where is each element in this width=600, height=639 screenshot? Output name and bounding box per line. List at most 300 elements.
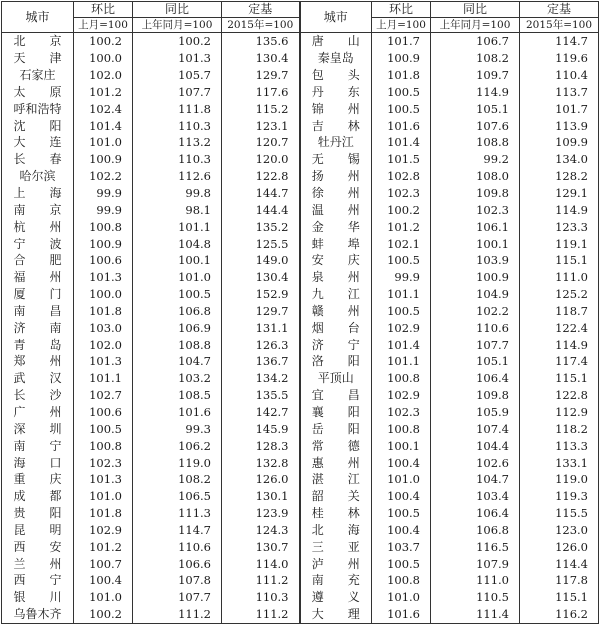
- right-mom-cell: 101.1: [372, 353, 431, 370]
- right-city-cell: 济 宁: [300, 336, 372, 353]
- right-base-cell: 117.4: [520, 353, 599, 370]
- right-base-cell: 109.9: [520, 134, 599, 151]
- left-mom-cell: 100.0: [74, 286, 133, 303]
- left-yoy-cell: 111.3: [133, 505, 222, 522]
- right-mom-cell: 101.6: [372, 606, 431, 623]
- right-city-cell: 吉 林: [300, 117, 372, 134]
- table-row: [2, 370, 599, 387]
- table-row: [2, 134, 599, 151]
- right-base-cell: 125.2: [520, 286, 599, 303]
- right-base-cell: 116.2: [520, 606, 599, 623]
- price-index-table-container: [1, 1, 598, 624]
- right-yoy-cell: 104.9: [431, 286, 520, 303]
- right-yoy-cell: 108.8: [431, 134, 520, 151]
- left-mom-cell: 100.9: [74, 151, 133, 168]
- left-base-cell: 131.1: [222, 319, 300, 336]
- right-mom-cell: 100.8: [372, 572, 431, 589]
- table-row: [2, 185, 599, 202]
- left-city-cell: 宁 波: [2, 235, 74, 252]
- table-row: [2, 100, 599, 117]
- table-row: [2, 151, 599, 168]
- right-yoy-cell: 100.1: [431, 235, 520, 252]
- left-yoy-cell: 99.3: [133, 420, 222, 437]
- right-yoy-cell: 106.4: [431, 505, 520, 522]
- table-row: [2, 454, 599, 471]
- left-mom-cell: 103.0: [74, 319, 133, 336]
- right-mom-cell: 102.9: [372, 319, 431, 336]
- left-base-cell: 128.3: [222, 437, 300, 454]
- right-mom-cell: 101.1: [372, 286, 431, 303]
- right-yoy-cell: 111.0: [431, 572, 520, 589]
- right-yoy-cell: 108.0: [431, 168, 520, 185]
- right-yoy-cell: 105.1: [431, 353, 520, 370]
- left-city-cell: 郑 州: [2, 353, 74, 370]
- left-mom-cell: 100.8: [74, 437, 133, 454]
- right-mom-cell: 102.9: [372, 387, 431, 404]
- left-base-cell: 129.7: [222, 303, 300, 320]
- table-row: [2, 67, 599, 84]
- left-base-cell: 135.5: [222, 387, 300, 404]
- right-mom-cell: 102.1: [372, 235, 431, 252]
- left-city-cell: 广 州: [2, 404, 74, 421]
- left-base-cell: 123.1: [222, 117, 300, 134]
- right-city-cell: 赣 州: [300, 303, 372, 320]
- right-base-cell: 126.0: [520, 538, 599, 555]
- right-yoy-cell: 105.1: [431, 100, 520, 117]
- table-row: [2, 538, 599, 555]
- left-base-cell: 120.7: [222, 134, 300, 151]
- right-yoy-cell: 100.9: [431, 269, 520, 286]
- base-subheader-right: 2015年=100: [520, 18, 599, 33]
- left-yoy-cell: 119.0: [133, 454, 222, 471]
- table-row: [2, 117, 599, 134]
- right-mom-cell: 99.9: [372, 269, 431, 286]
- right-yoy-cell: 111.4: [431, 606, 520, 623]
- right-yoy-cell: 114.9: [431, 84, 520, 101]
- table-row: [2, 589, 599, 606]
- left-city-cell: 青 岛: [2, 336, 74, 353]
- right-base-cell: 128.2: [520, 168, 599, 185]
- right-base-cell: 117.8: [520, 572, 599, 589]
- table-row: [2, 437, 599, 454]
- left-yoy-cell: 108.2: [133, 471, 222, 488]
- right-yoy-cell: 102.6: [431, 454, 520, 471]
- left-city-cell: 呼和浩特: [2, 100, 74, 117]
- mom-subheader-right: 上月=100: [372, 18, 431, 33]
- left-yoy-cell: 106.6: [133, 555, 222, 572]
- left-base-cell: 129.7: [222, 67, 300, 84]
- mom-subheader-left: 上月=100: [74, 18, 133, 33]
- right-base-cell: 133.1: [520, 454, 599, 471]
- right-base-cell: 122.8: [520, 387, 599, 404]
- left-base-cell: 126.0: [222, 471, 300, 488]
- right-base-cell: 122.4: [520, 319, 599, 336]
- right-mom-cell: 100.8: [372, 420, 431, 437]
- left-yoy-cell: 111.2: [133, 606, 222, 623]
- right-base-cell: 112.9: [520, 404, 599, 421]
- right-base-cell: 115.1: [520, 252, 599, 269]
- right-yoy-cell: 106.1: [431, 218, 520, 235]
- left-mom-cell: 102.0: [74, 336, 133, 353]
- left-yoy-cell: 111.8: [133, 100, 222, 117]
- left-city-cell: 昆 明: [2, 521, 74, 538]
- left-base-cell: 144.4: [222, 201, 300, 218]
- left-yoy-cell: 107.7: [133, 589, 222, 606]
- right-mom-cell: 102.3: [372, 404, 431, 421]
- right-city-cell: 锦 州: [300, 100, 372, 117]
- right-yoy-cell: 108.2: [431, 50, 520, 67]
- base-header-left: 定基: [222, 2, 300, 18]
- right-mom-cell: 100.5: [372, 252, 431, 269]
- left-base-cell: 144.7: [222, 185, 300, 202]
- left-city-cell: 西 安: [2, 538, 74, 555]
- right-base-cell: 129.1: [520, 185, 599, 202]
- left-yoy-cell: 106.2: [133, 437, 222, 454]
- left-mom-cell: 101.8: [74, 505, 133, 522]
- left-city-cell: 北 京: [2, 33, 74, 50]
- table-body: [2, 33, 599, 624]
- right-yoy-cell: 106.8: [431, 521, 520, 538]
- right-base-cell: 115.1: [520, 370, 599, 387]
- right-mom-cell: 100.8: [372, 370, 431, 387]
- left-yoy-cell: 107.8: [133, 572, 222, 589]
- left-mom-cell: 101.1: [74, 370, 133, 387]
- right-base-cell: 119.6: [520, 50, 599, 67]
- left-base-cell: 114.0: [222, 555, 300, 572]
- left-yoy-cell: 103.2: [133, 370, 222, 387]
- left-base-cell: 132.8: [222, 454, 300, 471]
- right-city-cell: 包 头: [300, 67, 372, 84]
- left-base-cell: 134.2: [222, 370, 300, 387]
- right-yoy-cell: 106.4: [431, 370, 520, 387]
- right-yoy-cell: 109.8: [431, 185, 520, 202]
- left-city-cell: 哈尔滨: [2, 168, 74, 185]
- left-base-cell: 135.2: [222, 218, 300, 235]
- left-mom-cell: 101.3: [74, 471, 133, 488]
- right-base-cell: 119.1: [520, 235, 599, 252]
- left-yoy-cell: 101.0: [133, 269, 222, 286]
- right-base-cell: 118.2: [520, 420, 599, 437]
- left-mom-cell: 102.3: [74, 454, 133, 471]
- left-base-cell: 130.1: [222, 488, 300, 505]
- right-base-cell: 114.9: [520, 201, 599, 218]
- table-row: [2, 420, 599, 437]
- table-row: [2, 50, 599, 67]
- right-mom-cell: 101.6: [372, 117, 431, 134]
- left-base-cell: 149.0: [222, 252, 300, 269]
- left-mom-cell: 102.4: [74, 100, 133, 117]
- table-row: [2, 471, 599, 488]
- left-mom-cell: 100.2: [74, 33, 133, 50]
- right-city-cell: 金 华: [300, 218, 372, 235]
- left-base-cell: 120.0: [222, 151, 300, 168]
- table-row: [2, 353, 599, 370]
- right-mom-cell: 100.5: [372, 303, 431, 320]
- right-city-cell: 襄 阳: [300, 404, 372, 421]
- right-base-cell: 119.3: [520, 488, 599, 505]
- left-mom-cell: 99.9: [74, 185, 133, 202]
- left-mom-cell: 100.6: [74, 252, 133, 269]
- left-mom-cell: 101.4: [74, 117, 133, 134]
- right-city-cell: 徐 州: [300, 185, 372, 202]
- table-row: [2, 286, 599, 303]
- right-mom-cell: 101.0: [372, 589, 431, 606]
- left-yoy-cell: 110.3: [133, 151, 222, 168]
- right-yoy-cell: 107.4: [431, 420, 520, 437]
- right-city-cell: 九 江: [300, 286, 372, 303]
- left-yoy-cell: 112.6: [133, 168, 222, 185]
- table-row: [2, 606, 599, 623]
- left-yoy-cell: 101.1: [133, 218, 222, 235]
- left-base-cell: 142.7: [222, 404, 300, 421]
- left-base-cell: 110.3: [222, 589, 300, 606]
- left-yoy-cell: 108.8: [133, 336, 222, 353]
- left-yoy-cell: 99.8: [133, 185, 222, 202]
- right-city-cell: 湛 江: [300, 471, 372, 488]
- right-mom-cell: 100.5: [372, 505, 431, 522]
- right-base-cell: 118.7: [520, 303, 599, 320]
- left-yoy-cell: 100.1: [133, 252, 222, 269]
- left-mom-cell: 101.2: [74, 538, 133, 555]
- left-yoy-cell: 107.7: [133, 84, 222, 101]
- left-base-cell: 111.2: [222, 606, 300, 623]
- right-city-cell: 大 理: [300, 606, 372, 623]
- left-base-cell: 123.9: [222, 505, 300, 522]
- right-yoy-cell: 107.6: [431, 117, 520, 134]
- table-row: [2, 555, 599, 572]
- left-city-cell: 福 州: [2, 269, 74, 286]
- right-base-cell: 119.0: [520, 471, 599, 488]
- right-yoy-cell: 104.7: [431, 471, 520, 488]
- right-city-cell: 常 德: [300, 437, 372, 454]
- left-mom-cell: 101.0: [74, 589, 133, 606]
- right-city-cell: 韶 关: [300, 488, 372, 505]
- left-city-cell: 太 原: [2, 84, 74, 101]
- yoy-header-right: 同比: [431, 2, 520, 18]
- left-base-cell: 125.5: [222, 235, 300, 252]
- left-yoy-cell: 104.7: [133, 353, 222, 370]
- right-mom-cell: 100.5: [372, 100, 431, 117]
- left-base-cell: 135.6: [222, 33, 300, 50]
- right-city-cell: 蚌 埠: [300, 235, 372, 252]
- right-yoy-cell: 99.2: [431, 151, 520, 168]
- left-mom-cell: 101.0: [74, 488, 133, 505]
- left-mom-cell: 102.7: [74, 387, 133, 404]
- right-mom-cell: 102.8: [372, 168, 431, 185]
- yoy-header-left: 同比: [133, 2, 222, 18]
- right-mom-cell: 100.5: [372, 555, 431, 572]
- left-city-cell: 济 南: [2, 319, 74, 336]
- table-row: [2, 404, 599, 421]
- left-city-cell: 长 沙: [2, 387, 74, 404]
- left-yoy-cell: 106.5: [133, 488, 222, 505]
- right-yoy-cell: 110.5: [431, 589, 520, 606]
- left-city-cell: 南 宁: [2, 437, 74, 454]
- left-mom-cell: 99.9: [74, 201, 133, 218]
- left-yoy-cell: 110.6: [133, 538, 222, 555]
- right-city-cell: 无 锡: [300, 151, 372, 168]
- right-base-cell: 111.0: [520, 269, 599, 286]
- right-yoy-cell: 102.2: [431, 303, 520, 320]
- table-row: [2, 84, 599, 101]
- right-yoy-cell: 107.9: [431, 555, 520, 572]
- left-city-cell: 厦 门: [2, 286, 74, 303]
- right-mom-cell: 100.4: [372, 488, 431, 505]
- right-base-cell: 115.5: [520, 505, 599, 522]
- right-yoy-cell: 103.4: [431, 488, 520, 505]
- table-row: [2, 201, 599, 218]
- right-mom-cell: 101.8: [372, 67, 431, 84]
- yoy-subheader-right: 上年同月=100: [431, 18, 520, 33]
- table-row: [2, 488, 599, 505]
- right-base-cell: 123.0: [520, 521, 599, 538]
- left-mom-cell: 102.9: [74, 521, 133, 538]
- right-mom-cell: 101.0: [372, 471, 431, 488]
- left-base-cell: 130.7: [222, 538, 300, 555]
- left-mom-cell: 100.6: [74, 404, 133, 421]
- left-base-cell: 126.3: [222, 336, 300, 353]
- left-mom-cell: 100.5: [74, 420, 133, 437]
- right-city-cell: 宜 昌: [300, 387, 372, 404]
- left-city-cell: 武 汉: [2, 370, 74, 387]
- right-city-cell: 遵 义: [300, 589, 372, 606]
- left-base-cell: 111.2: [222, 572, 300, 589]
- right-city-cell: 丹 东: [300, 84, 372, 101]
- right-base-cell: 101.7: [520, 100, 599, 117]
- right-city-cell: 安 庆: [300, 252, 372, 269]
- right-base-cell: 114.9: [520, 336, 599, 353]
- right-base-cell: 114.4: [520, 555, 599, 572]
- left-city-cell: 杭 州: [2, 218, 74, 235]
- right-city-cell: 泉 州: [300, 269, 372, 286]
- right-yoy-cell: 103.9: [431, 252, 520, 269]
- left-base-cell: 124.3: [222, 521, 300, 538]
- right-yoy-cell: 109.7: [431, 67, 520, 84]
- right-city-cell: 唐 山: [300, 33, 372, 50]
- left-city-cell: 大 连: [2, 134, 74, 151]
- right-mom-cell: 101.4: [372, 336, 431, 353]
- right-base-cell: 114.7: [520, 33, 599, 50]
- right-base-cell: 110.4: [520, 67, 599, 84]
- left-mom-cell: 100.4: [74, 572, 133, 589]
- right-city-cell: 桂 林: [300, 505, 372, 522]
- price-index-table: [1, 1, 599, 624]
- left-mom-cell: 101.3: [74, 353, 133, 370]
- left-city-cell: 上 海: [2, 185, 74, 202]
- left-city-cell: 天 津: [2, 50, 74, 67]
- table-row: [2, 505, 599, 522]
- left-yoy-cell: 101.3: [133, 50, 222, 67]
- right-yoy-cell: 104.4: [431, 437, 520, 454]
- left-mom-cell: 101.0: [74, 134, 133, 151]
- table-row: [2, 521, 599, 538]
- right-city-cell: 牡丹江: [300, 134, 372, 151]
- left-yoy-cell: 105.7: [133, 67, 222, 84]
- right-yoy-cell: 107.7: [431, 336, 520, 353]
- left-base-cell: 130.4: [222, 269, 300, 286]
- left-mom-cell: 100.9: [74, 235, 133, 252]
- left-city-cell: 合 肥: [2, 252, 74, 269]
- right-mom-cell: 100.2: [372, 201, 431, 218]
- left-mom-cell: 101.2: [74, 84, 133, 101]
- left-mom-cell: 100.7: [74, 555, 133, 572]
- right-city-cell: 岳 阳: [300, 420, 372, 437]
- left-base-cell: 117.6: [222, 84, 300, 101]
- left-city-cell: 重 庆: [2, 471, 74, 488]
- left-mom-cell: 100.0: [74, 50, 133, 67]
- table-row: [2, 303, 599, 320]
- left-yoy-cell: 101.6: [133, 404, 222, 421]
- right-mom-cell: 100.4: [372, 521, 431, 538]
- left-mom-cell: 101.8: [74, 303, 133, 320]
- left-yoy-cell: 114.7: [133, 521, 222, 538]
- left-city-cell: 乌鲁木齐: [2, 606, 74, 623]
- right-mom-cell: 100.9: [372, 50, 431, 67]
- left-mom-cell: 100.2: [74, 606, 133, 623]
- right-city-cell: 惠 州: [300, 454, 372, 471]
- left-yoy-cell: 100.5: [133, 286, 222, 303]
- left-city-cell: 贵 阳: [2, 505, 74, 522]
- header-row-1: [2, 2, 599, 18]
- left-mom-cell: 101.3: [74, 269, 133, 286]
- left-city-cell: 兰 州: [2, 555, 74, 572]
- left-city-cell: 石家庄: [2, 67, 74, 84]
- left-base-cell: 130.4: [222, 50, 300, 67]
- right-mom-cell: 100.1: [372, 437, 431, 454]
- right-base-cell: 113.9: [520, 117, 599, 134]
- table-row: [2, 235, 599, 252]
- city-header-right: 城市: [300, 2, 372, 33]
- right-city-cell: 洛 阳: [300, 353, 372, 370]
- left-yoy-cell: 100.2: [133, 33, 222, 50]
- right-city-cell: 温 州: [300, 201, 372, 218]
- table-row: [2, 336, 599, 353]
- table-row: [2, 33, 599, 50]
- left-base-cell: 115.2: [222, 100, 300, 117]
- right-mom-cell: 101.5: [372, 151, 431, 168]
- left-base-cell: 145.9: [222, 420, 300, 437]
- right-mom-cell: 101.7: [372, 33, 431, 50]
- table-row: [2, 319, 599, 336]
- table-row: [2, 252, 599, 269]
- right-city-cell: 扬 州: [300, 168, 372, 185]
- left-base-cell: 152.9: [222, 286, 300, 303]
- right-city-cell: 平顶山: [300, 370, 372, 387]
- right-mom-cell: 101.4: [372, 134, 431, 151]
- right-yoy-cell: 109.8: [431, 387, 520, 404]
- left-city-cell: 银 川: [2, 589, 74, 606]
- right-base-cell: 123.3: [520, 218, 599, 235]
- left-city-cell: 西 宁: [2, 572, 74, 589]
- left-city-cell: 深 圳: [2, 420, 74, 437]
- right-yoy-cell: 102.3: [431, 201, 520, 218]
- table-row: [2, 168, 599, 185]
- right-base-cell: 115.1: [520, 589, 599, 606]
- base-header-right: 定基: [520, 2, 599, 18]
- right-city-cell: 南 充: [300, 572, 372, 589]
- right-mom-cell: 100.5: [372, 84, 431, 101]
- right-yoy-cell: 105.9: [431, 404, 520, 421]
- right-base-cell: 134.0: [520, 151, 599, 168]
- right-base-cell: 113.7: [520, 84, 599, 101]
- right-base-cell: 113.3: [520, 437, 599, 454]
- right-city-cell: 烟 台: [300, 319, 372, 336]
- left-yoy-cell: 113.2: [133, 134, 222, 151]
- yoy-subheader-left: 上年同月=100: [133, 18, 222, 33]
- table-row: [2, 269, 599, 286]
- table-row: [2, 572, 599, 589]
- left-mom-cell: 102.2: [74, 168, 133, 185]
